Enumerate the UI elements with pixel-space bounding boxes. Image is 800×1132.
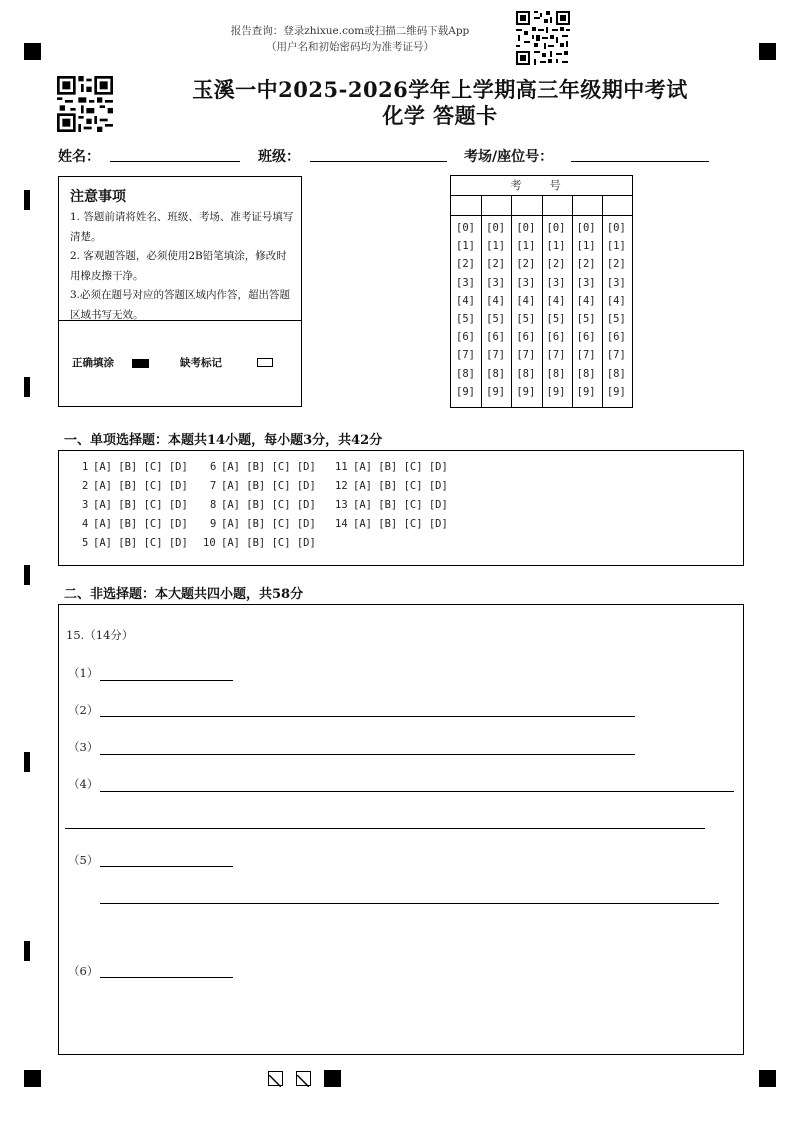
- page-mark-slashed-box: [296, 1071, 311, 1086]
- exam-number-bubble[interactable]: [4]: [486, 294, 506, 307]
- exam-number-column-divider: [481, 195, 482, 407]
- page-mark-filled-box: [324, 1070, 341, 1087]
- part-6-answer-line[interactable]: [100, 977, 233, 978]
- notice-item: 1. 答题前请将姓名、班级、考场、准考证号填写清楚。: [70, 211, 294, 243]
- exam-number-bubble[interactable]: [8]: [486, 367, 506, 380]
- question-number: 6: [210, 461, 217, 473]
- exam-number-bubble[interactable]: [2]: [456, 258, 475, 271]
- exam-number-bubble[interactable]: [9]: [456, 385, 475, 398]
- exam-number-bubble[interactable]: [7]: [516, 349, 536, 362]
- exam-number-header: 考 号: [451, 176, 632, 196]
- exam-number-bubble[interactable]: [6]: [606, 331, 626, 344]
- free-response-area: [58, 604, 744, 1055]
- exam-title: 玉溪一中2025-2026学年上学期高三年级期中考试: [192, 77, 688, 102]
- exam-number-bubble[interactable]: [0]: [606, 222, 626, 234]
- question-number: 12: [335, 480, 348, 492]
- timing-mark: [24, 941, 30, 961]
- exam-number-bubble[interactable]: [9]: [576, 385, 596, 398]
- question-number: 8: [210, 499, 217, 511]
- qr-code-student-id[interactable]: [57, 76, 113, 132]
- timing-mark: [24, 377, 30, 397]
- seat-label: 考场/座位号：: [464, 149, 554, 165]
- answer-options[interactable]: [A] [B] [C] [D]: [93, 480, 188, 492]
- exam-number-bubble[interactable]: [7]: [546, 349, 566, 362]
- exam-number-bubble[interactable]: [8]: [576, 367, 596, 380]
- answer-options[interactable]: [A] [B] [C] [D]: [221, 499, 316, 511]
- exam-number-bubble[interactable]: [9]: [606, 385, 626, 398]
- question-number: 5: [82, 537, 89, 549]
- answer-options[interactable]: [A] [B] [C] [D]: [353, 518, 448, 530]
- registration-mark-top-left: [24, 43, 41, 60]
- exam-number-bubble[interactable]: [9]: [516, 385, 536, 398]
- exam-number-bubble[interactable]: [8]: [546, 367, 566, 380]
- exam-number-bubble[interactable]: [2]: [606, 258, 626, 271]
- report-query-note: [220, 23, 480, 55]
- exam-number-bubble[interactable]: [4]: [456, 294, 475, 307]
- correct-fill-sample: [132, 359, 149, 368]
- exam-number-column-divider: [511, 195, 512, 407]
- page-mark-slashed-box: [268, 1071, 283, 1086]
- exam-number-bubble[interactable]: [0]: [576, 222, 596, 234]
- exam-number-bubble[interactable]: [0]: [486, 222, 506, 234]
- answer-options[interactable]: [A] [B] [C] [D]: [221, 480, 316, 492]
- exam-number-grid: [450, 175, 633, 408]
- name-label: 姓名：: [58, 149, 100, 165]
- exam-number-bubble[interactable]: [4]: [546, 294, 566, 307]
- section2-title: 二、非选择题：本大题共四小题，共58分: [64, 587, 304, 602]
- multiple-choice-area: [58, 450, 744, 566]
- question-number: 3: [82, 499, 89, 511]
- exam-number-bubble[interactable]: [1]: [516, 240, 536, 253]
- part-1-label: （1）: [68, 666, 99, 680]
- exam-number-bubble[interactable]: [3]: [516, 276, 536, 289]
- part-4-answer-line[interactable]: [100, 791, 734, 792]
- student-info-row: [58, 143, 738, 167]
- question-number: 11: [335, 461, 348, 473]
- exam-number-bubble[interactable]: [1]: [486, 240, 506, 253]
- question-number: 7: [210, 480, 217, 492]
- notice-list: [70, 208, 296, 325]
- answer-options[interactable]: [A] [B] [C] [D]: [93, 518, 188, 530]
- exam-number-bubble[interactable]: [1]: [546, 240, 566, 253]
- answer-options[interactable]: [A] [B] [C] [D]: [93, 499, 188, 511]
- part-5-answer-line-2[interactable]: [100, 903, 719, 904]
- exam-number-column-divider: [602, 195, 603, 407]
- exam-number-bubble[interactable]: [1]: [576, 240, 596, 253]
- exam-number-bubble[interactable]: [6]: [546, 331, 566, 344]
- class-field[interactable]: [310, 161, 447, 162]
- part-2-label: （2）: [68, 703, 99, 717]
- exam-number-bubble[interactable]: [3]: [606, 276, 626, 289]
- notice-divider: [59, 320, 301, 321]
- exam-number-bubble[interactable]: [5]: [576, 313, 596, 325]
- part-4-label: （4）: [68, 777, 99, 791]
- answer-options[interactable]: [A] [B] [C] [D]: [353, 480, 448, 492]
- timing-mark: [24, 752, 30, 772]
- question-number: 13: [335, 499, 348, 511]
- registration-mark-bottom-right: [759, 1070, 776, 1087]
- exam-number-bubble[interactable]: [2]: [516, 258, 536, 271]
- class-label: 班级：: [258, 149, 300, 165]
- exam-number-bubble[interactable]: [0]: [546, 222, 566, 234]
- report-query-line1: 报告查询：登录zhixue.com或扫描二维码下载App: [230, 25, 470, 37]
- exam-number-bubble[interactable]: [1]: [606, 240, 626, 253]
- exam-number-bubble[interactable]: [6]: [576, 331, 596, 344]
- exam-number-bubble[interactable]: [3]: [576, 276, 596, 289]
- exam-number-bubble[interactable]: [9]: [486, 385, 506, 398]
- timing-mark: [24, 565, 30, 585]
- report-query-line2: （用户名和初始密码均为准考证号）: [266, 41, 434, 53]
- notice-item: 3.必须在题号对应的答题区域内作答，超出答题区域书写无效。: [70, 289, 291, 321]
- part-4-answer-line-2[interactable]: [65, 828, 705, 829]
- question-number: 9: [210, 518, 217, 530]
- question-number: 2: [82, 480, 89, 492]
- exam-number-bubble[interactable]: [6]: [456, 331, 475, 344]
- exam-number-bubble[interactable]: [8]: [456, 367, 475, 380]
- exam-number-bubble[interactable]: [5]: [606, 313, 626, 325]
- question-15-header: 15.（14分）: [66, 628, 134, 642]
- notice-panel: [58, 176, 302, 407]
- name-field[interactable]: [110, 161, 240, 162]
- question-number: 14: [335, 518, 348, 530]
- absent-mark-checkbox[interactable]: [257, 358, 273, 367]
- exam-number-bubble[interactable]: [6]: [486, 331, 506, 344]
- question-number: 10: [203, 537, 216, 549]
- exam-number-bubble[interactable]: [7]: [606, 349, 626, 362]
- exam-number-bubble[interactable]: [4]: [516, 294, 536, 307]
- part-5-answer-line[interactable]: [100, 866, 233, 867]
- correct-fill-label: 正确填涂: [72, 357, 114, 369]
- part-1-answer-line[interactable]: [100, 680, 233, 681]
- registration-mark-bottom-left: [24, 1070, 41, 1087]
- exam-number-bubble[interactable]: [2]: [546, 258, 566, 271]
- answer-options[interactable]: [A] [B] [C] [D]: [353, 499, 448, 511]
- exam-number-bubble[interactable]: [2]: [576, 258, 596, 271]
- exam-number-bubble[interactable]: [8]: [516, 367, 536, 380]
- exam-number-bubble[interactable]: [5]: [516, 313, 536, 325]
- part-3-answer-line[interactable]: [100, 754, 635, 755]
- answer-options[interactable]: [A] [B] [C] [D]: [221, 461, 316, 473]
- timing-mark: [24, 190, 30, 210]
- exam-number-bubble[interactable]: [3]: [456, 276, 475, 289]
- notice-title: 注意事项: [70, 189, 126, 205]
- part-2-answer-line[interactable]: [100, 716, 635, 717]
- exam-number-column-divider: [542, 195, 543, 407]
- exam-number-bubble[interactable]: [7]: [456, 349, 475, 362]
- exam-number-bubble[interactable]: [6]: [516, 331, 536, 344]
- exam-number-bubble[interactable]: [3]: [546, 276, 566, 289]
- exam-number-bubble[interactable]: [0]: [516, 222, 536, 234]
- exam-number-bubble[interactable]: [0]: [456, 222, 475, 234]
- answer-options[interactable]: [A] [B] [C] [D]: [93, 537, 188, 549]
- part-6-label: （6）: [68, 964, 99, 978]
- qr-code-app-download[interactable]: [516, 11, 570, 65]
- absent-mark-label: 缺考标记: [180, 357, 222, 369]
- exam-number-bubble[interactable]: [9]: [546, 385, 566, 398]
- exam-number-bubble[interactable]: [4]: [606, 294, 626, 307]
- answer-options[interactable]: [A] [B] [C] [D]: [353, 461, 448, 473]
- notice-item: 2. 客观题答题，必须使用2B铅笔填涂，修改时用橡皮擦干净。: [70, 250, 287, 282]
- exam-number-bubble[interactable]: [1]: [456, 240, 475, 253]
- question-number: 1: [82, 461, 89, 473]
- answer-options[interactable]: [A] [B] [C] [D]: [221, 518, 316, 530]
- exam-number-bubble[interactable]: [2]: [486, 258, 506, 271]
- exam-number-bubble[interactable]: [3]: [486, 276, 506, 289]
- exam-number-bubble[interactable]: [5]: [456, 313, 475, 325]
- exam-number-bubble[interactable]: [7]: [576, 349, 596, 362]
- exam-number-bubble[interactable]: [4]: [576, 294, 596, 307]
- registration-mark-top-right: [759, 43, 776, 60]
- exam-number-bubble[interactable]: [5]: [486, 313, 506, 325]
- answer-options[interactable]: [A] [B] [C] [D]: [93, 461, 188, 473]
- answer-sheet-subtitle: 化学 答题卡: [382, 103, 498, 128]
- seat-field[interactable]: [571, 161, 709, 162]
- exam-number-bubble[interactable]: [7]: [486, 349, 506, 362]
- exam-number-bubble[interactable]: [8]: [606, 367, 626, 380]
- part-5-label: （5）: [68, 853, 99, 867]
- exam-number-bubble[interactable]: [5]: [546, 313, 566, 325]
- question-number: 4: [82, 518, 89, 530]
- part-3-label: （3）: [68, 740, 99, 754]
- answer-options[interactable]: [A] [B] [C] [D]: [221, 537, 316, 549]
- section1-title: 一、单项选择题：本题共14小题，每小题3分，共42分: [64, 433, 383, 448]
- exam-number-column-divider: [572, 195, 573, 407]
